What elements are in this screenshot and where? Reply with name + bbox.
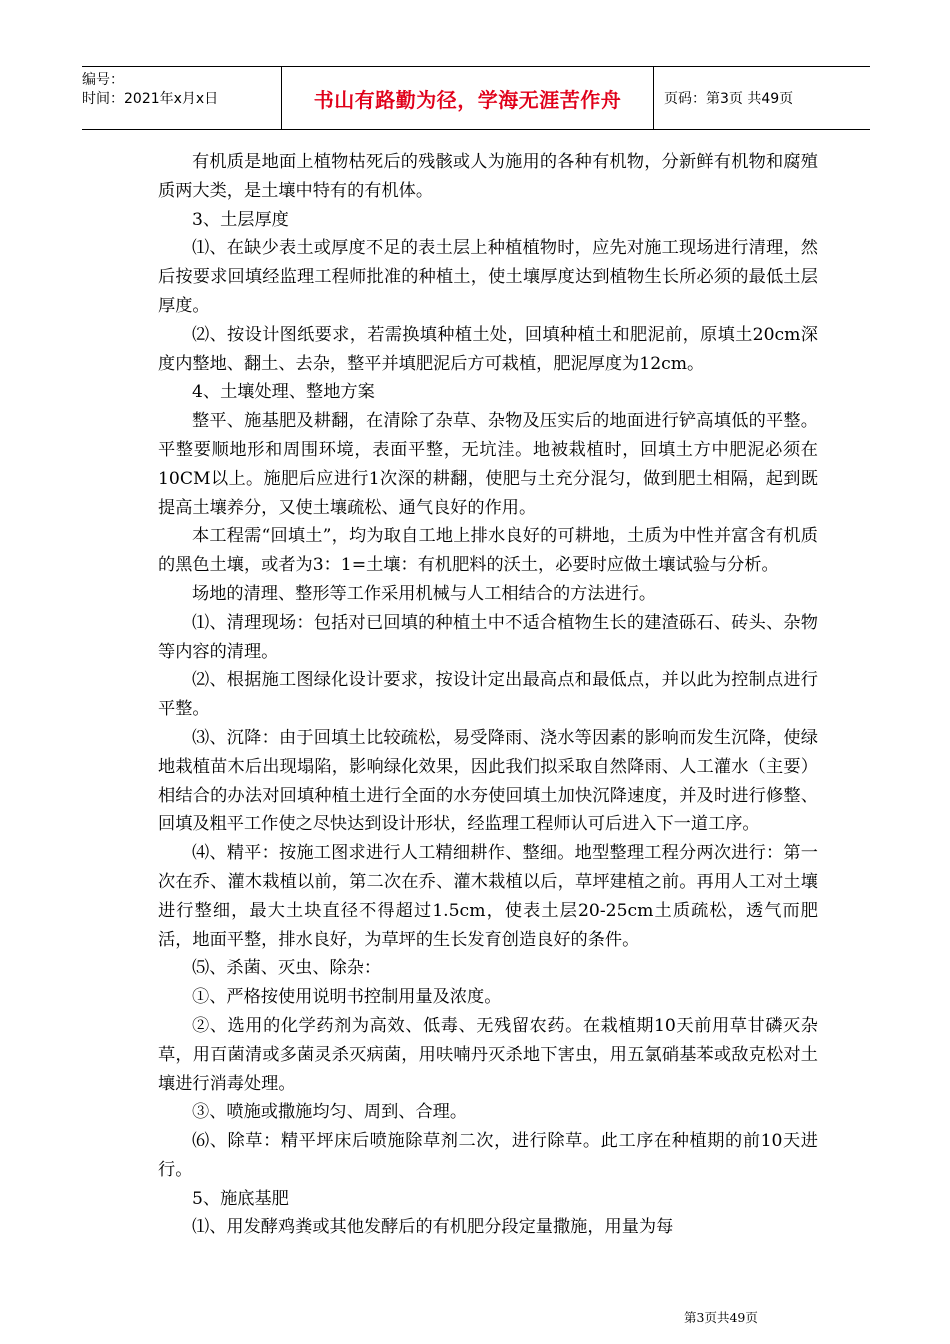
header-motto [282, 67, 654, 129]
paragraph: ⑴、在缺少表土或厚度不足的表土层上种植植物时，应先对施工现场进行清理，然后按要求回填经监理工程师批准的种植土，使土壤厚度达到植物生长所必须的最低土层厚度。 [158, 238, 818, 316]
paragraph: ⑴、清理现场：包括对已回填的种植土中不适合植物生长的建渣砾石、砖头、杂物等内容的清理。 [158, 612, 818, 662]
paragraph: ⑴、用发酵鸡粪或其他发酵后的有机肥分段定量撒施，用量为每 [192, 1217, 674, 1238]
header-meta [82, 67, 282, 129]
number-label: 编号： [82, 72, 124, 88]
page-header [82, 66, 870, 130]
paragraph: 本工程需“回填土”，均为取自工地上排水良好的可耕地，土质为中性并富含有机质的黑色土壤，或者为3：1=土壤：有机肥料的沃土，必要时应做土壤试验与分析。 [158, 526, 818, 576]
page-info-text: 页码：第3页 共49页 [664, 91, 794, 107]
paragraph: ⑵、按设计图纸要求，若需换填种植土处，回填种植土和肥泥前，原填土20cm深度内整地、翻土、去杂，整平并填肥泥后方可栽植，肥泥厚度为12cm。 [158, 324, 818, 374]
section-heading: 5、施底基肥 [192, 1188, 289, 1209]
header-page-info [654, 67, 870, 129]
paragraph: ⑹、除草：精平坪床后喷施除草剂二次，进行除草。此工序在种植期的前10天进行。 [158, 1131, 818, 1180]
paragraph: ⑷、精平：按施工图求进行人工精细耕作、整细。地型整理工程分两次进行：第一次在乔、灌木栽植以前，第二次在乔、灌木栽植以后，草坪建植之前。再用人工对土壤进行整细，最大土块直径不得超过1.5cm，使表土层20-25cm土质疏松，透气而肥活，地面平整，排水良好，为草坪的生长发育创造良好的条件。 [158, 843, 818, 950]
paragraph: ③、喷施或撒施均匀、周到、合理。 [192, 1102, 468, 1123]
paragraph: ⑶、沉降：由于回填土比较疏松，易受降雨、浇水等因素的影响而发生沉降，使绿地栽植苗木后出现塌陷，影响绿化效果，因此我们拟采取自然降雨、人工灌水（主要）相结合的办法对回填种植土进行全面的水夯使回填土加快沉降速度，并及时进行修整、回填及粗平工作使之尽快达到设计形状，经监理工程师认可后进入下一道工序。 [158, 727, 818, 835]
section-heading: 3、土层厚度 [192, 209, 289, 230]
page-footer: 第3页共49页 [684, 1310, 758, 1325]
paragraph: ⑸、杀菌、灭虫、除杂： [192, 958, 382, 979]
motto-text: 书山有路勤为径，学海无涯苦作舟 [313, 87, 622, 112]
paragraph: ⑵、根据施工图绿化设计要求，按设计定出最高点和最低点，并以此为控制点进行平整。 [158, 670, 818, 720]
paragraph: 场地的清理、整形等工作采用机械与人工相结合的方法进行。 [192, 583, 657, 604]
paragraph: 有机质是地面上植物枯死后的残骸或人为施用的各种有机物，分新鲜有机物和腐殖质两大类，是土壤中特有的有机体。 [158, 152, 818, 201]
section-heading: 4、土壤处理、整地方案 [192, 382, 375, 403]
paragraph: ①、严格按使用说明书控制用量及浓度。 [192, 987, 502, 1008]
time-label: 时间：2021年x月x日 [82, 91, 219, 107]
body-text [158, 148, 818, 1242]
paragraph: ②、选用的化学药剂为高效、低毒、无残留农药。在栽植期10天前用草甘磷灭杂草，用百菌清或多菌灵杀灭病菌，用呋喃丹灭杀地下害虫，用五氯硝基苯或敌克松对土壤进行消毒处理。 [158, 1015, 818, 1094]
paragraph: 整平、施基肥及耕翻，在清除了杂草、杂物及压实后的地面进行铲高填低的平整。平整要顺地形和周围环境，表面平整，无坑洼。地被栽植时，回填土方中肥泥必须在10CM以上。施肥后应进行1次深的耕翻，使肥与土充分混匀，做到肥土相隔，起到既提高土壤养分，又使土壤疏松、通气良好的作用。 [158, 411, 818, 518]
